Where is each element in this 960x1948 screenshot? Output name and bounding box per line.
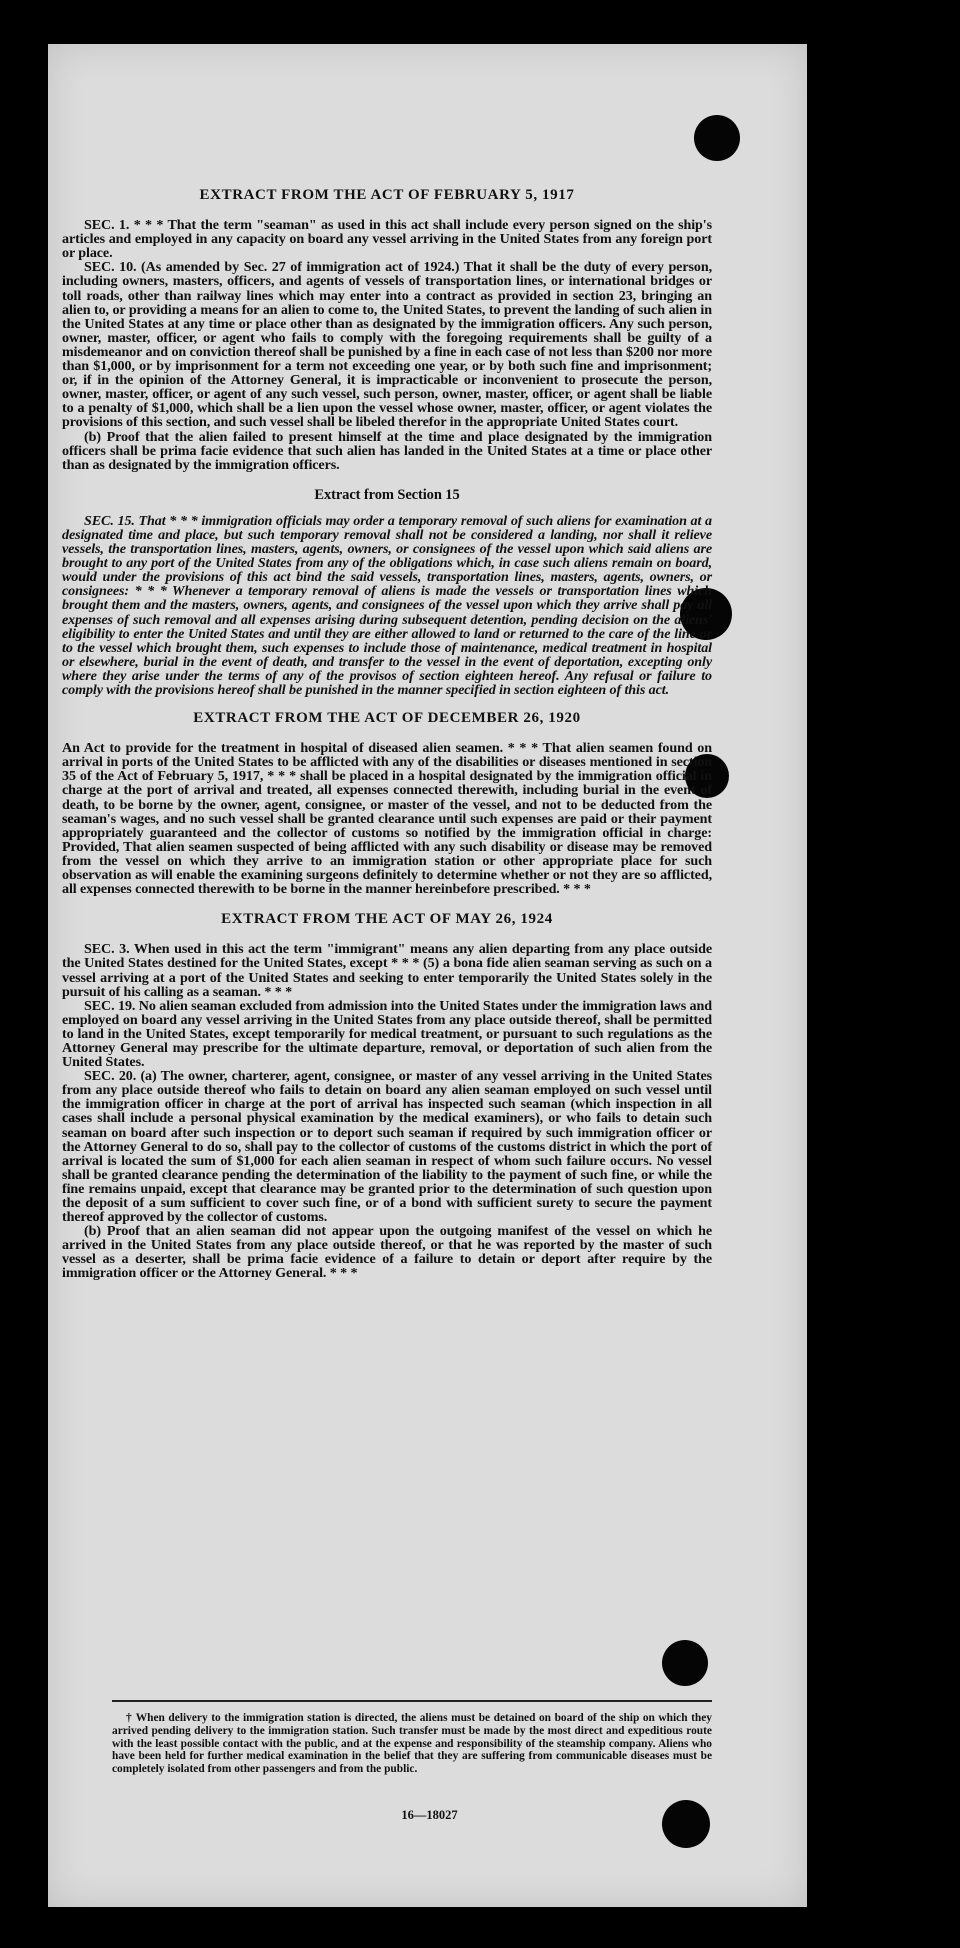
paragraph-1917-sec1: SEC. 1. * * * That the term "seaman" as used in this act shall include every person signed on the ship's articles and employed in any capacity on board any vessel arriving in the United States from any foreign port or place. — [62, 217, 712, 262]
form-number: 16—18027 — [401, 1808, 458, 1822]
subheading-section-15: Extract from Section 15 — [314, 486, 460, 503]
footnote-text: † When delivery to the immigration station is directed, the aliens must be detained on board of the ship on which they arrived pending delivery to the immigration station. Such transfer must be made by the most direct and expeditious route with the least possible contact with the public, and at the expense and responsibility of the steamship company. Aliens who have been held for further medical examination in the belief that they are suffering from communicable diseases must be completely isolated from other passengers and from the public. — [112, 1712, 712, 1776]
paragraph-1924-sec20: SEC. 20. (a) The owner, charterer, agent, consignee, or master of any vessel arriving in the United States from any place outside thereof who fails to detain on board any alien seaman employed on such vessel until the immigration officer in charge at the port of arrival has inspected such seaman (which inspection in all cases shall include a personal physical examination by the medical examiners), or who fails to detain such seaman on board after such inspection or to deport such seaman if required by such immigration officer or the Attorney General to do so, shall pay to the collector of customs of the customs district in which the port of arrival is located the sum of $1,000 for each alien seaman in respect of whom such failure occurs. No vessel shall be granted clearance pending the determination of the liability to the payment of such fine, or while the fine remains unpaid, except that clearance may be granted prior to the determination of such question upon the deposit of a sum sufficient to cover such fine, or of a bond with sufficient surety to secure the payment thereof approved by the collector of customs. — [62, 1068, 712, 1226]
paragraph-section-15: SEC. 15. That * * * immigration officials may order a temporary removal of such aliens for examination at a designated time and place, but such temporary removal shall not be considered a landing, nor shall it relieve vessels, the transportation lines, masters, agents, owners, or consignees of the vessel upon which said aliens are brought to any port of the United States from any of the obligations which, in case such aliens remain on board, would under the provisions of this act bind the said vessels, transportation lines, masters, agents, owners, or consignees: * * * Whenever a temporary removal of aliens is made the vessels or transportation lines which brought them and the masters, owners, agents, and consignees of the vessel upon which they arrive shall pay all expenses of such removal and all expenses arising during subsequent detention, pending decision on the aliens' eligibility to enter the United States and until they are either allowed to land or returned to the care of the line or to the vessel which brought them, such expenses to include those of maintenance, medical treatment in hospital or elsewhere, burial in the event of death, and transfer to the vessel in the event of deportation, excepting only where they arise under the terms of any of the provisos of section eighteen hereof. Any refusal or failure to comply with the provisions hereof shall be punished in the manner specified in section eighteen of this act. — [62, 512, 712, 698]
heading-act-1920: EXTRACT FROM THE ACT OF DECEMBER 26, 1920 — [193, 710, 581, 727]
paragraph-1917-sec10b: (b) Proof that the alien failed to present himself at the time and place designated by the immigration officers shall be prima facie evidence that such alien has landed in the United States at a time or place other than as designated by the immigration officers. — [62, 428, 712, 473]
footnote — [112, 1712, 712, 1776]
paragraph-1917-sec10: SEC. 10. (As amended by Sec. 27 of immigration act of 1924.) That it shall be the duty of every person, including owners, masters, officers, and agents of vessels of transportation lines, or international bridges or toll roads, other than railway lines which may enter into a contract as provided in section 23, bringing an alien to, or providing a means for an alien to come to, the United States, to prevent the landing of such alien in the United States at any time or place other than as designated by the immigration officers. Any such person, owner, master, officer, or agent who fails to comply with the foregoing requirements shall be guilty of a misdemeanor and on conviction thereof shall be punished by a fine in each case of not less than $200 nor more than $1,000, or by imprisonment for a term not exceeding one year, or by both such fine and imprisonment; or, if in the opinion of the Attorney General, it is impracticable or inconvenient to prosecute the person, owner, master, officer, or agent of any such vessel, such person, owner, master, officer, or agent shall be liable to a penalty of $1,000, which shall be a lien upon the vessel whose owner, master, officer, or agent violates the provisions of this section, and such vessel shall be libeled therefor in the appropriate United States court. — [62, 259, 712, 431]
paragraph-1920: An Act to provide for the treatment in hospital of diseased alien seamen. * * * That alien seamen found on arrival in ports of the United States to be afflicted with any of the disabilities or diseases mentioned in section 35 of the Act of February 5, 1917, * * * shall be placed in a hospital designated by the immigration official in charge at the port of arrival and treated, all expenses connected therewith, including burial in the event of death, to be borne by the owner, agent, consignee, or master of the vessel, and not to be deducted from the seaman's wages, and no such vessel shall be granted clearance until such expenses are paid or their payment appropriately guaranteed and the collector of customs so notified by the immigration official in charge: Provided, That alien seamen suspected of being afflicted with any such disability or disease may be removed from the vessel on which they arrive to an immigration station or other appropriate place for such observation as will enable the examining surgeons definitely to determine whether or not they are so afflicted, all expenses connected therewith to be borne in the manner hereinbefore prescribed. * * * — [62, 740, 712, 898]
paragraph-1924-sec3: SEC. 3. When used in this act the term "immigrant" means any alien departing from any place outside the United States destined for the United States, except * * * (5) a bona fide alien seaman serving as such on a vessel arriving at a port of the United States and seeking to enter temporarily the United States solely in the pursuit of his calling as a seaman. * * * — [62, 941, 712, 1000]
document-body — [62, 188, 712, 1281]
paragraph-1924-sec20b: (b) Proof that an alien seaman did not appear upon the outgoing manifest of the vessel on which he arrived in the United States from any place outside thereof, or that he was reported by the master of such vessel as a deserter, shall be prima facie evidence of a failure to detain or deport after require by the immigration officer or the Attorney General. * * * — [62, 1223, 712, 1282]
punch-hole-top — [694, 115, 740, 161]
punch-hole-lower — [662, 1640, 708, 1686]
heading-act-1924: EXTRACT FROM THE ACT OF MAY 26, 1924 — [221, 911, 553, 928]
heading-act-1917: EXTRACT FROM THE ACT OF FEBRUARY 5, 1917 — [199, 187, 575, 203]
footnote-divider — [112, 1700, 712, 1702]
paragraph-1924-sec19: SEC. 19. No alien seaman excluded from admission into the United States under the immigration laws and employed on board any vessel arriving in the United States from any place outside thereof, shall be permitted to land in the United States, except temporarily for medical treatment, or pursuant to such regulations as the Attorney General may prescribe for the ultimate departure, removal, or deportation of such alien from the United States. — [62, 997, 712, 1071]
